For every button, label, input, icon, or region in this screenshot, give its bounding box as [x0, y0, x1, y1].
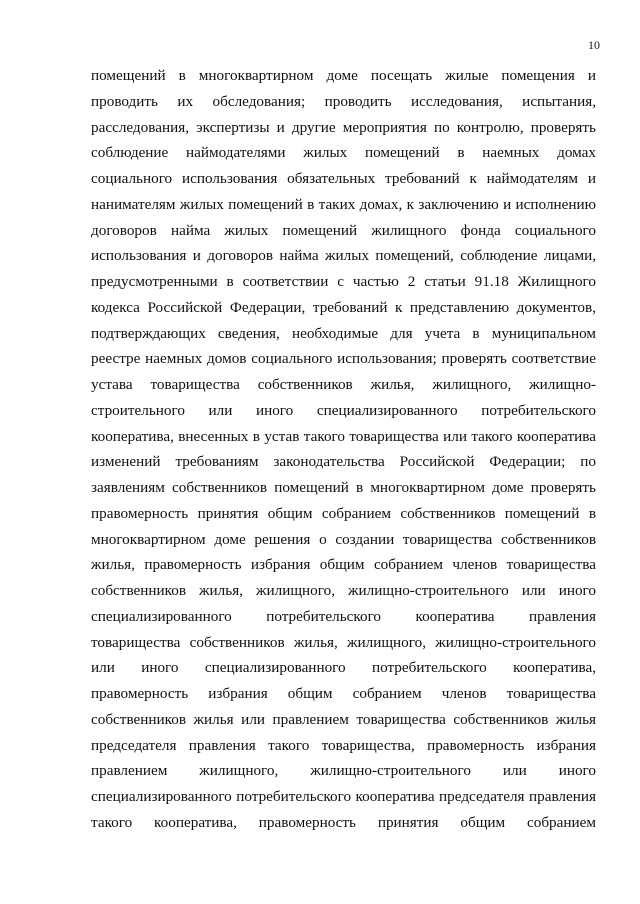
text-line: правлением жилищного, жилищно-строительного или иного — [91, 762, 596, 780]
text-line: расследования, экспертизы и другие мероприятия по контролю, проверять — [91, 118, 596, 136]
text-line: заявлениям собственников помещений в многоквартирном доме проверять — [91, 479, 596, 496]
text-line: изменений требованиям законодательства Российской Федерации; по — [91, 453, 596, 471]
text-line: устава товарищества собственников жилья, жилищного, жилищно- — [91, 376, 596, 393]
text-line: строительного или иного специализированного потребительского — [91, 401, 596, 419]
text-line: собственников жилья, жилищного, жилищно-строительного или иного — [91, 582, 596, 599]
text-line: подтверждающих сведения, необходимые для учета в муниципальном — [91, 324, 596, 342]
page-number: 10 — [588, 38, 600, 52]
text-line: предусмотренными в соответствии с частью 2 статьи 91.18 Жилищного — [91, 273, 596, 290]
text-line: многоквартирном доме решения о создании товарищества собственников — [91, 530, 596, 548]
text-line: председателя правления такого товарищества, правомерность избрания — [91, 736, 596, 754]
text-line: специализированного потребительского кооператива председателя правления — [91, 788, 596, 805]
text-line: или иного специализированного потребительского кооператива, — [91, 659, 596, 677]
text-line: договоров найма жилых помещений жилищного фонда социального — [91, 221, 596, 239]
text-line: специализированного потребительского кооператива правления — [91, 607, 596, 625]
text-line: собственников жилья или правлением товарищества собственников жилья — [91, 710, 596, 728]
text-line: нанимателям жилых помещений в таких домах, к заключению и исполнению — [91, 195, 596, 213]
text-line: реестре наемных домов социального использования; проверять соответствие — [91, 350, 596, 368]
text-line: помещений в многоквартирном доме посещать жилые помещения и — [91, 67, 596, 84]
text-line: кодекса Российской Федерации, требований к представлению документов, — [91, 298, 596, 316]
text-line: использования и договоров найма жилых помещений, соблюдение лицами, — [91, 247, 596, 265]
body-paragraph — [91, 63, 596, 836]
text-line: проводить их обследования; проводить исследования, испытания, — [91, 92, 596, 110]
text-line: правомерность принятия общим собранием собственников помещений в — [91, 504, 596, 522]
text-line: жилья, правомерность избрания общим собранием членов товарищества — [91, 556, 596, 574]
text-line: такого кооператива, правомерность принятия общим собранием — [91, 813, 596, 831]
text-line: кооператива, внесенных в устав такого товарищества или такого кооператива — [91, 427, 596, 445]
text-line: правомерность избрания общим собранием членов товарищества — [91, 685, 596, 702]
text-line: соблюдение наймодателями жилых помещений в наемных домах — [91, 144, 596, 162]
text-line: товарищества собственников жилья, жилищного, жилищно-строительного — [91, 633, 596, 651]
text-line: социального использования обязательных требований к наймодателям и — [91, 170, 596, 187]
